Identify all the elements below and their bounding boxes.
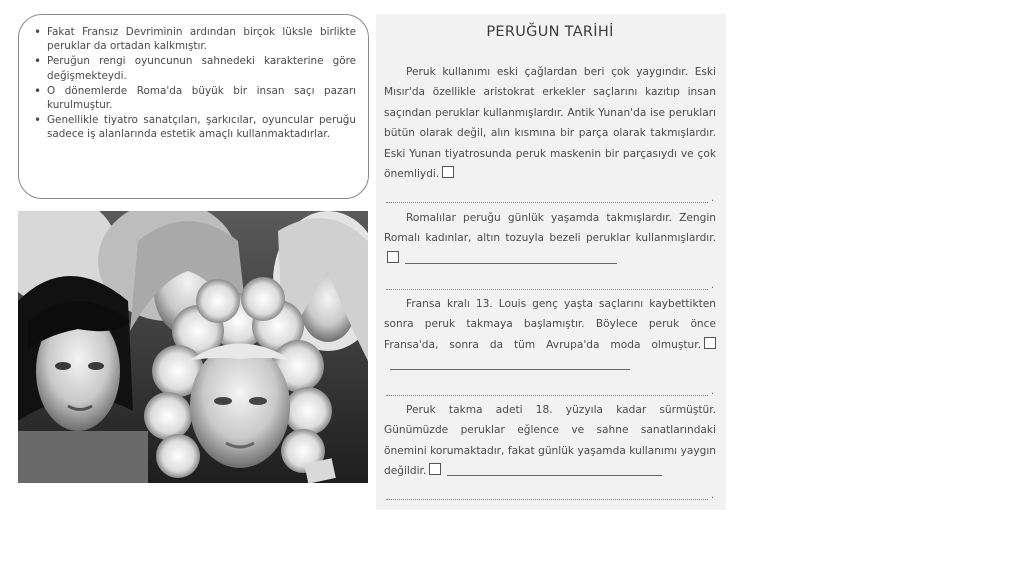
bullet-item: • Genellikle tiyatro sanatçıları, şarkıcılar, oyuncular peruğu sadece iş alanlarında estetik amaçlı kullanmaktadırlar. <box>33 113 356 141</box>
paragraph-text: Fransa kralı 13. Louis genç yaşta saçlarını kaybettikten sonra peruk takmaya başlamıştır. Böylece peruk önce Fransa'da, sonra da tüm Avrupa'da moda olmuştur. <box>384 298 716 351</box>
bullet-item: • Peruğun rengi oyuncunun sahnedeki karakterine göre değişmekteydi. <box>33 54 356 82</box>
answer-checkbox[interactable] <box>704 337 716 349</box>
answer-line[interactable]: . <box>386 202 708 203</box>
paragraph <box>384 208 716 269</box>
answer-line[interactable]: . <box>386 289 708 290</box>
answer-checkbox[interactable] <box>387 251 399 263</box>
paragraph-text: Romalılar peruğu günlük yaşamda takmışlardır. Zengin Romalı kadınlar, altın tozuyla bezeli peruklar kullanmışlardır. <box>384 212 716 245</box>
photo-illustration <box>18 211 368 483</box>
paragraph <box>384 62 716 184</box>
paragraph-text: Peruk takma adeti 18. yüzyıla kadar sürmüştür. Günümüzde peruklar eğlence ve sahne sanatlarındaki önemini korumaktadır, fakat günlük yaşamda kullanımı yaygın değildir. <box>384 404 716 478</box>
wig-mannequins-photo <box>18 211 368 483</box>
paragraph <box>384 294 716 376</box>
answer-checkbox[interactable] <box>429 463 441 475</box>
info-bullet-box <box>18 14 369 199</box>
paragraph-text: Peruk kullanımı eski çağlardan beri çok yaygındır. Eski Mısır'da özellikle aristokrat erkekler saçlarını kazıtıp insan saçından peruklar kullanmışlardır. Antik Yunan'da ise perukları bütün olarak değil, alın kısmına bir parça olarak takmışlardır. Eski Yunan tiyatrosunda peruk maskenin bir parçasıydı ve çok önemliydi. <box>384 66 716 181</box>
history-panel <box>376 14 726 510</box>
bullet-list <box>33 25 356 142</box>
answer-line[interactable] <box>405 262 617 264</box>
paragraph <box>384 400 716 482</box>
panel-title: PERUĞUN TARİHİ <box>486 24 614 40</box>
bullet-item: • O dönemlerde Roma'da büyük bir insan saçı pazarı kurulmuştur. <box>33 84 356 112</box>
answer-line[interactable] <box>390 368 630 370</box>
answer-line[interactable]: . <box>386 395 708 396</box>
answer-checkbox[interactable] <box>442 166 454 178</box>
answer-line[interactable]: . <box>386 499 708 500</box>
bullet-item: • Fakat Fransız Devriminin ardından birçok lüksle birlikte peruklar da ortadan kalkmıştır. <box>33 25 356 53</box>
answer-line[interactable] <box>447 474 662 476</box>
